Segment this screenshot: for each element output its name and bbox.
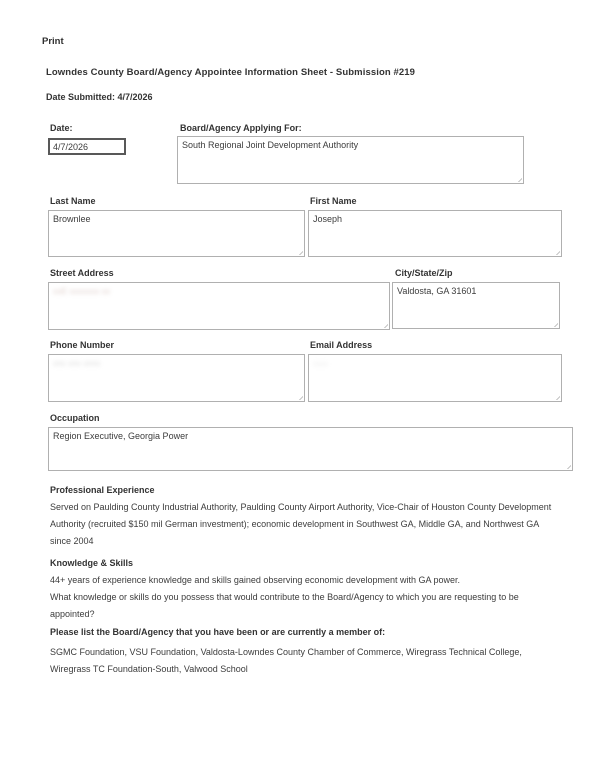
board-agency-label: Board/Agency Applying For: [180, 123, 302, 133]
email-address-redacted-smudge: xxxx [313, 359, 328, 368]
board-agency-textarea[interactable]: South Regional Joint Development Authority [177, 136, 524, 184]
city-state-zip-label: City/State/Zip [395, 268, 453, 278]
occupation-label: Occupation [50, 413, 100, 423]
phone-number-label: Phone Number [50, 340, 115, 350]
knowledge-skills-text-1: 44+ years of experience knowledge and skills gained observing economic development with GA power. [50, 575, 460, 585]
date-submitted-text: Date Submitted: 4/7/2026 [46, 92, 153, 102]
street-address-redacted-smudge: xxE xxxxxxx xx [53, 286, 111, 296]
last-name-textarea[interactable]: Brownlee [48, 210, 305, 257]
date-input[interactable]: 4/7/2026 [48, 138, 126, 155]
memberships-text: SGMC Foundation, VSU Foundation, Valdosta-Lowndes County Chamber of Commerce, Wiregrass Technical College, Wiregrass TC Foundation-South, Valwood School [50, 647, 522, 674]
email-address-label: Email Address [310, 340, 373, 350]
occupation-textarea[interactable]: Region Executive, Georgia Power [48, 427, 573, 471]
professional-experience-text: Served on Paulding County Industrial Authority, Paulding County Airport Authority, Vice-Chair of Houston County Development Authority (recruited $150 mil German investment); economic development in Southwest GA, Middle GA, and Northwest GA since 2004 [50, 502, 552, 546]
last-name-label: Last Name [50, 196, 96, 206]
memberships-heading: Please list the Board/Agency that you have been or are currently a member of: [50, 627, 386, 637]
knowledge-skills-heading: Knowledge & Skills [50, 558, 134, 568]
first-name-label: First Name [310, 196, 357, 206]
city-state-zip-textarea[interactable]: Valdosta, GA 31601 [392, 282, 560, 329]
print-button[interactable]: Print [42, 36, 64, 47]
phone-number-textarea[interactable] [48, 354, 305, 402]
phone-number-redacted-smudge: xxx xxx xxxx [53, 358, 101, 368]
street-address-textarea[interactable] [48, 282, 390, 330]
street-address-label: Street Address [50, 268, 114, 278]
date-label: Date: [50, 123, 73, 133]
professional-experience-heading: Professional Experience [50, 485, 155, 495]
email-address-textarea[interactable] [308, 354, 562, 402]
knowledge-skills-text-2: What knowledge or skills do you possess that would contribute to the Board/Agency to which you are requesting to be appointed? [50, 592, 519, 619]
page-title: Lowndes County Board/Agency Appointee Information Sheet - Submission #219 [46, 67, 416, 78]
first-name-textarea[interactable]: Joseph [308, 210, 562, 257]
